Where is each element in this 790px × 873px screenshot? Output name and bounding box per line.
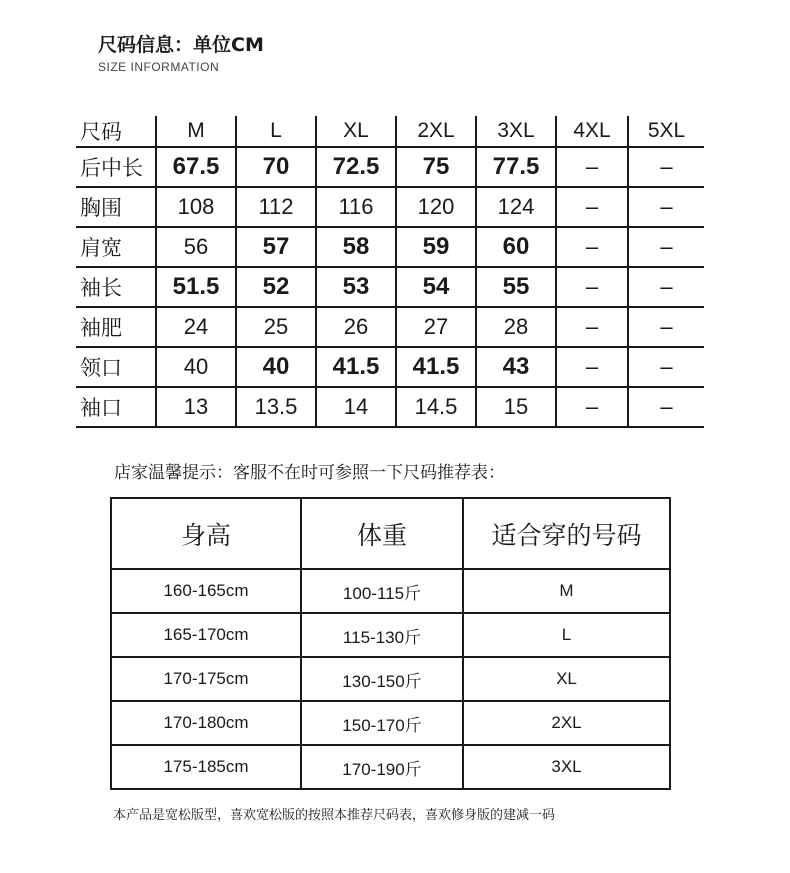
size-cell: 14 [316, 387, 396, 427]
tip-text: 店家温馨提示：客服不在时可参照一下尺码推荐表： [114, 463, 505, 483]
recommend-cell: L [463, 613, 670, 657]
size-cell: 41.5 [396, 347, 476, 387]
size-row-label: 袖口 [76, 387, 156, 427]
size-row-label: 后中长 [76, 147, 156, 187]
size-header-cell: L [236, 116, 316, 147]
size-table [76, 116, 704, 428]
size-cell: – [556, 307, 628, 347]
size-row-label: 胸围 [76, 187, 156, 227]
size-cell: 59 [396, 227, 476, 267]
recommend-header-cell: 体重 [301, 498, 463, 569]
recommend-header-cell: 身高 [111, 498, 301, 569]
size-cell: 52 [236, 267, 316, 307]
size-row [76, 147, 704, 187]
size-cell: 58 [316, 227, 396, 267]
size-cell: 116 [316, 187, 396, 227]
size-cell: – [628, 147, 704, 187]
size-cell: 67.5 [156, 147, 236, 187]
size-row [76, 387, 704, 427]
size-row-label: 肩宽 [76, 227, 156, 267]
size-cell: 28 [476, 307, 556, 347]
recommend-row [111, 657, 670, 701]
size-cell: – [628, 227, 704, 267]
size-row [76, 347, 704, 387]
size-cell: – [628, 307, 704, 347]
size-row [76, 307, 704, 347]
recommend-cell: 2XL [463, 701, 670, 745]
size-cell: 77.5 [476, 147, 556, 187]
recommend-cell: 170-175cm [111, 657, 301, 701]
recommend-cell: 175-185cm [111, 745, 301, 789]
size-row-label: 领口 [76, 347, 156, 387]
size-header-cell: XL [316, 116, 396, 147]
size-cell: 24 [156, 307, 236, 347]
size-cell: 27 [396, 307, 476, 347]
size-cell: 72.5 [316, 147, 396, 187]
size-cell: 56 [156, 227, 236, 267]
size-row-label: 袖长 [76, 267, 156, 307]
size-cell: – [628, 267, 704, 307]
size-row [76, 187, 704, 227]
size-header-cell: 5XL [628, 116, 704, 147]
size-cell: 40 [236, 347, 316, 387]
size-cell: 26 [316, 307, 396, 347]
size-cell: 40 [156, 347, 236, 387]
size-cell: 13 [156, 387, 236, 427]
size-cell: 120 [396, 187, 476, 227]
size-cell: 41.5 [316, 347, 396, 387]
size-cell: 53 [316, 267, 396, 307]
recommend-cell: 130-150斤 [301, 657, 463, 701]
size-cell: 60 [476, 227, 556, 267]
size-cell: 54 [396, 267, 476, 307]
size-cell: 25 [236, 307, 316, 347]
recommend-row [111, 613, 670, 657]
header-title: 尺码信息：单位CM [98, 34, 264, 56]
recommend-cell: XL [463, 657, 670, 701]
size-header-cell: 3XL [476, 116, 556, 147]
recommend-cell: 170-180cm [111, 701, 301, 745]
size-cell: – [628, 347, 704, 387]
size-cell: 124 [476, 187, 556, 227]
size-cell: 43 [476, 347, 556, 387]
recommend-header-row [111, 498, 670, 569]
size-cell: – [556, 147, 628, 187]
size-cell: – [556, 227, 628, 267]
size-header-cell: 2XL [396, 116, 476, 147]
recommend-row [111, 569, 670, 613]
recommend-table [110, 497, 671, 790]
size-cell: 75 [396, 147, 476, 187]
size-header-cell: M [156, 116, 236, 147]
size-header-cell: 尺码 [76, 116, 156, 147]
size-cell: 14.5 [396, 387, 476, 427]
recommend-row [111, 701, 670, 745]
recommend-cell: 165-170cm [111, 613, 301, 657]
size-header-cell: 4XL [556, 116, 628, 147]
size-cell: 57 [236, 227, 316, 267]
size-cell: 13.5 [236, 387, 316, 427]
size-row [76, 227, 704, 267]
recommend-row [111, 745, 670, 789]
size-cell: 51.5 [156, 267, 236, 307]
size-row [76, 267, 704, 307]
size-row-label: 袖肥 [76, 307, 156, 347]
size-cell: – [556, 187, 628, 227]
header-subtitle: SIZE INFORMATION [98, 60, 220, 74]
recommend-cell: 100-115斤 [301, 569, 463, 613]
recommend-header-cell: 适合穿的号码 [463, 498, 670, 569]
size-cell: – [628, 387, 704, 427]
size-cell: – [556, 347, 628, 387]
recommend-cell: 150-170斤 [301, 701, 463, 745]
size-cell: 15 [476, 387, 556, 427]
footnote: 本产品是宽松版型，喜欢宽松版的按照本推荐尺码表，喜欢修身版的建减一码 [113, 808, 556, 823]
size-header-row [76, 116, 704, 147]
size-cell: – [556, 387, 628, 427]
size-cell: 55 [476, 267, 556, 307]
size-cell: 70 [236, 147, 316, 187]
recommend-cell: 170-190斤 [301, 745, 463, 789]
size-cell: – [556, 267, 628, 307]
recommend-cell: 115-130斤 [301, 613, 463, 657]
size-cell: 108 [156, 187, 236, 227]
recommend-cell: M [463, 569, 670, 613]
size-cell: – [628, 187, 704, 227]
recommend-cell: 160-165cm [111, 569, 301, 613]
size-cell: 112 [236, 187, 316, 227]
recommend-cell: 3XL [463, 745, 670, 789]
